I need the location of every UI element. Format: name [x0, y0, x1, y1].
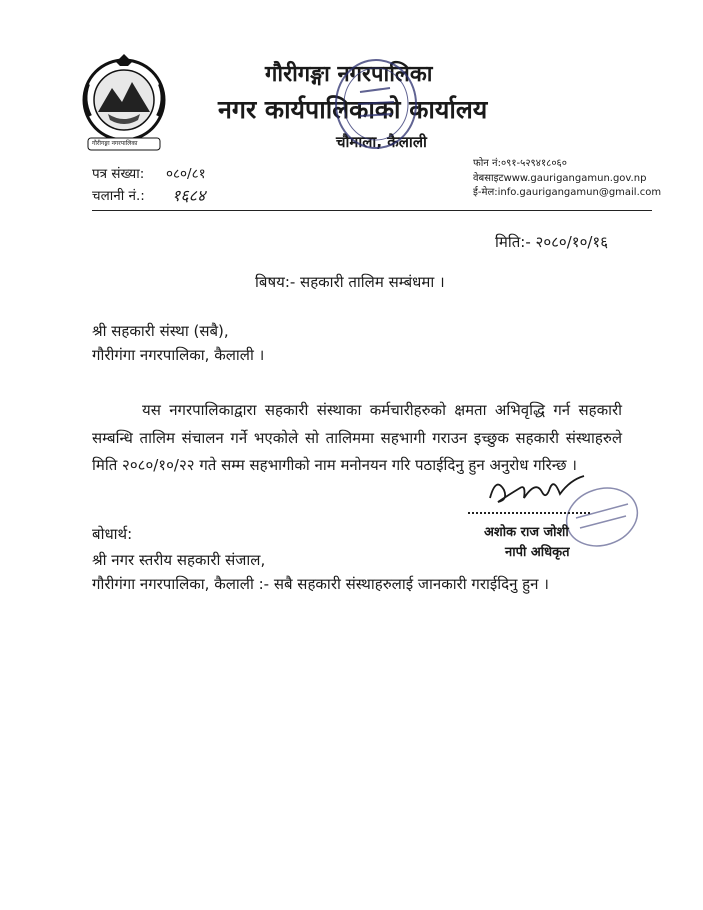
cc-line-1: श्री नगर स्तरीय सहकारी संजाल, [92, 551, 266, 569]
letter-date: मिति:- २०८०/१०/१६ [495, 233, 609, 251]
cc-label: बोधार्थ: [92, 525, 133, 543]
header-address: चौमाला, कैलाली [336, 133, 427, 151]
contact-phone: फोन नं:०९१-५२९४१८०६० [473, 158, 567, 169]
municipality-emblem [78, 54, 170, 154]
signatory-stamp [562, 482, 642, 552]
contact-email: ई-मेल:info.gaurigangamun@gmail.com [473, 187, 662, 198]
header-office-name: नगर कार्यपालिकाको कार्यालय [218, 95, 488, 124]
recipient-line-1: श्री सहकारी संस्था (सबै), [92, 322, 229, 340]
signatory-title: नापी अधिकृत [505, 545, 570, 560]
header-divider [92, 210, 652, 211]
dispatch-number-value: १६८४ [172, 186, 206, 205]
recipient-line-2: गौरीगंगा नगरपालिका, कैलाली । [92, 346, 265, 364]
office-stamp [330, 52, 422, 152]
contact-website: वेबसाइटwww.gaurigangamun.gov.np [473, 173, 647, 184]
header-municipality-name: गौरीगङ्गा नगरपालिका [265, 62, 433, 87]
letter-subject: बिषय:- सहकारी तालिम सम्बंधमा । [255, 273, 445, 291]
dispatch-number-label: चलानी नं.: [92, 188, 145, 204]
signature-line [468, 512, 590, 514]
letter-number-label: पत्र संख्या: [92, 166, 145, 182]
letter-body: यस नगरपालिकाद्वारा सहकारी संस्थाका कर्मचारीहरुको क्षमता अभिवृद्धि गर्न सहकारी सम्बन्धि तालिम संचालन गर्ने भएकोले सो तालिममा सहभागी गराउन इच्छुक सहकारी संस्थाहरुले मिति २०८०/१०/२२ गते सम्म सहभागीको नाम मनोनयन गरि पठाईदिनु हुन अनुरोध गरिन्छ । [92, 401, 622, 474]
letter-number-value: ०८०/८१ [166, 166, 206, 182]
cc-line-2: गौरीगंगा नगरपालिका, कैलाली :- सबै सहकारी संस्थाहरुलाई जानकारी गराईदिनु हुन । [92, 575, 549, 593]
emblem-caption: गौरीगङ्गा नगरपालिका [92, 140, 138, 147]
signatory-name: अशोक राज जोशी [484, 525, 569, 540]
